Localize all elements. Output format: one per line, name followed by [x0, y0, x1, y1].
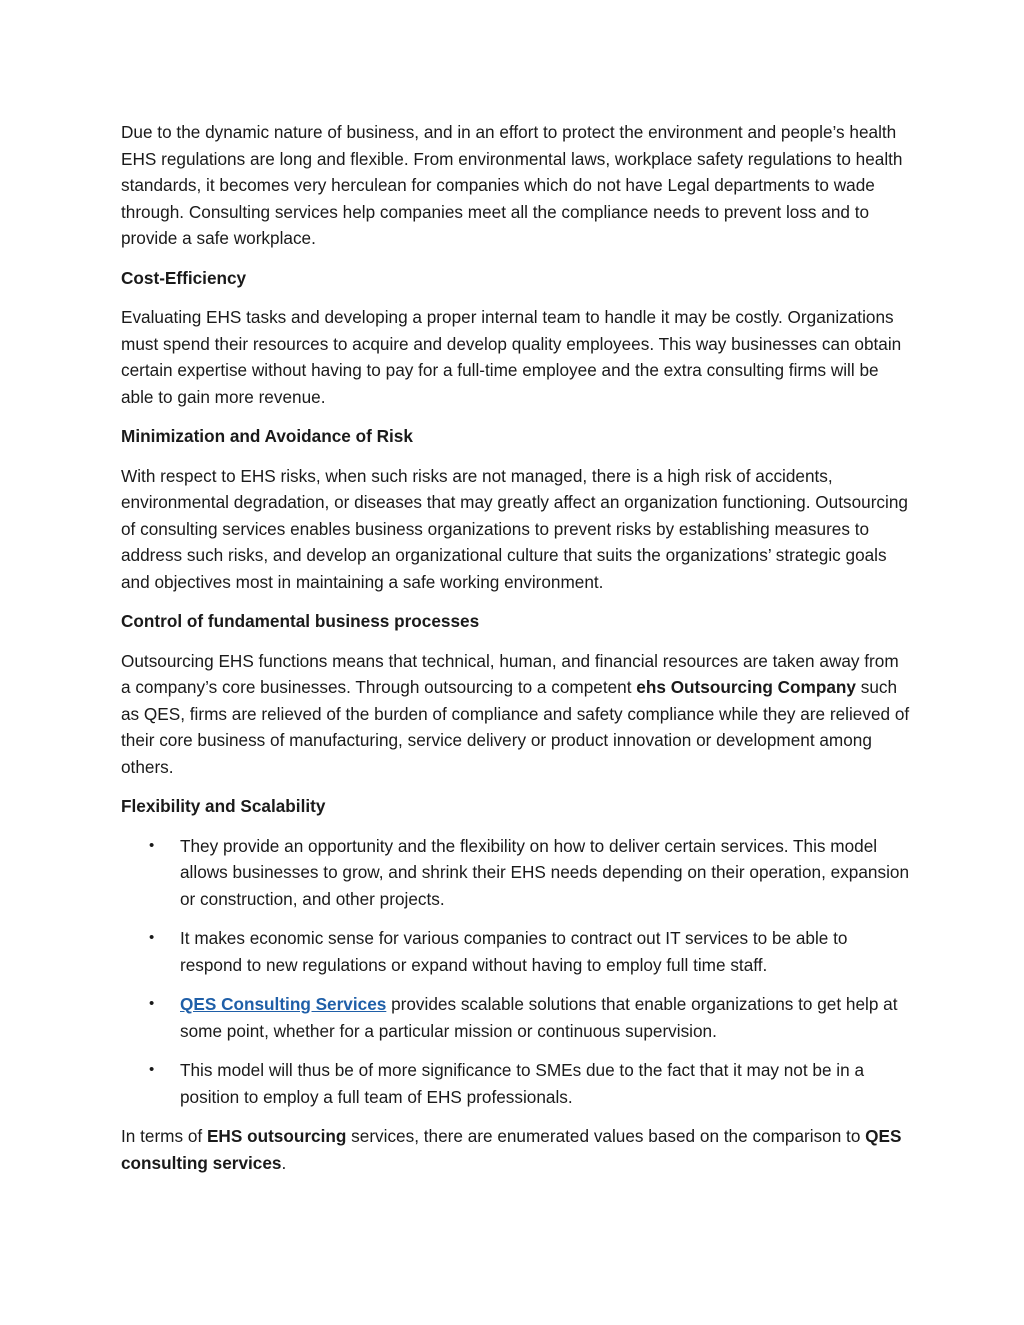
control-paragraph — [121, 648, 911, 781]
list-item-text: provides scalable solutions that enable organizations to get help at some point, whether for a particular mission or continuous supervision. — [180, 994, 898, 1041]
control-text-bold: ehs Outsourcing Company — [636, 677, 856, 697]
closing-bold-ehs-outsourcing: EHS outsourcing — [206, 1126, 347, 1146]
list-item-text: It makes economic sense for various companies to contract out IT services to be able to respond to new regulations or expand without having to employ full time staff. — [180, 928, 848, 975]
bullet-icon: • — [149, 995, 155, 1012]
risk-heading: Minimization and Avoidance of Risk — [121, 426, 413, 446]
list-item — [121, 833, 911, 913]
control-text-before: Outsourcing EHS functions means that technical, human, and financial resources are taken away from a company’s core businesses. Through outsourcing to a competent — [121, 650, 899, 697]
intro-paragraph: Due to the dynamic nature of business, and in an effort to protect the environment and people’s health EHS regulations are long and flexible. From environmental laws, workplace safety regulations to health standards, it becomes very herculean for companies which do not have Legal departments to wade through. Consulting services help companies meet all the compliance needs to prevent loss and to provide a safe workplace. — [121, 122, 903, 248]
bullet-icon: • — [149, 929, 155, 946]
closing-paragraph — [121, 1123, 911, 1176]
document-page — [121, 119, 911, 1189]
control-text-after: such as QES, firms are relieved of the burden of compliance and safety compliance while they are relieved of their core business of manufacturing, service delivery or product innovation or development among others. — [121, 677, 910, 777]
cost-efficiency-paragraph: Evaluating EHS tasks and developing a proper internal team to handle it may be costly. Organizations must spend their resources to acquire and develop quality employees. This way businesses can obtain certain expertise without having to pay for a full-time employee and the extra consulting firms will be able to gain more revenue. — [121, 307, 902, 407]
list-item — [121, 1057, 911, 1110]
closing-text-before: In terms of — [121, 1126, 207, 1146]
bullet-icon: • — [149, 1061, 155, 1078]
risk-paragraph: With respect to EHS risks, when such risks are not managed, there is a high risk of accidents, environmental degradation, or diseases that may greatly affect an organization functioning. Outsourcing of consulting services enables business organizations to prevent risks by establishing measures to address such risks, and develop an organizational culture that suits the organizations’ strategic goals and objectives most in maintaining a safe working environment. — [121, 465, 908, 592]
qes-consulting-services-link[interactable]: QES Consulting Services — [180, 994, 387, 1014]
list-item — [121, 925, 911, 978]
list-item-text: They provide an opportunity and the flexibility on how to deliver certain services. This model allows businesses to grow, and shrink their EHS needs depending on their operation, expansion or construction, and other projects. — [180, 835, 910, 909]
closing-bold-qes-consulting: QES consulting services — [121, 1126, 902, 1173]
cost-efficiency-heading: Cost-Efficiency — [121, 267, 247, 288]
flexibility-heading: Flexibility and Scalability — [121, 796, 326, 816]
list-item — [121, 991, 911, 1044]
list-item-text: This model will thus be of more significance to SMEs due to the fact that it may not be in a position to employ a full team of EHS professionals. — [180, 1060, 865, 1107]
closing-text-middle: services, there are enumerated values based on the comparison to — [346, 1126, 866, 1146]
flexibility-list — [121, 833, 911, 1111]
control-heading: Control of fundamental business processes — [121, 611, 480, 631]
bullet-icon: • — [149, 836, 155, 854]
closing-text-after: . — [281, 1152, 287, 1173]
